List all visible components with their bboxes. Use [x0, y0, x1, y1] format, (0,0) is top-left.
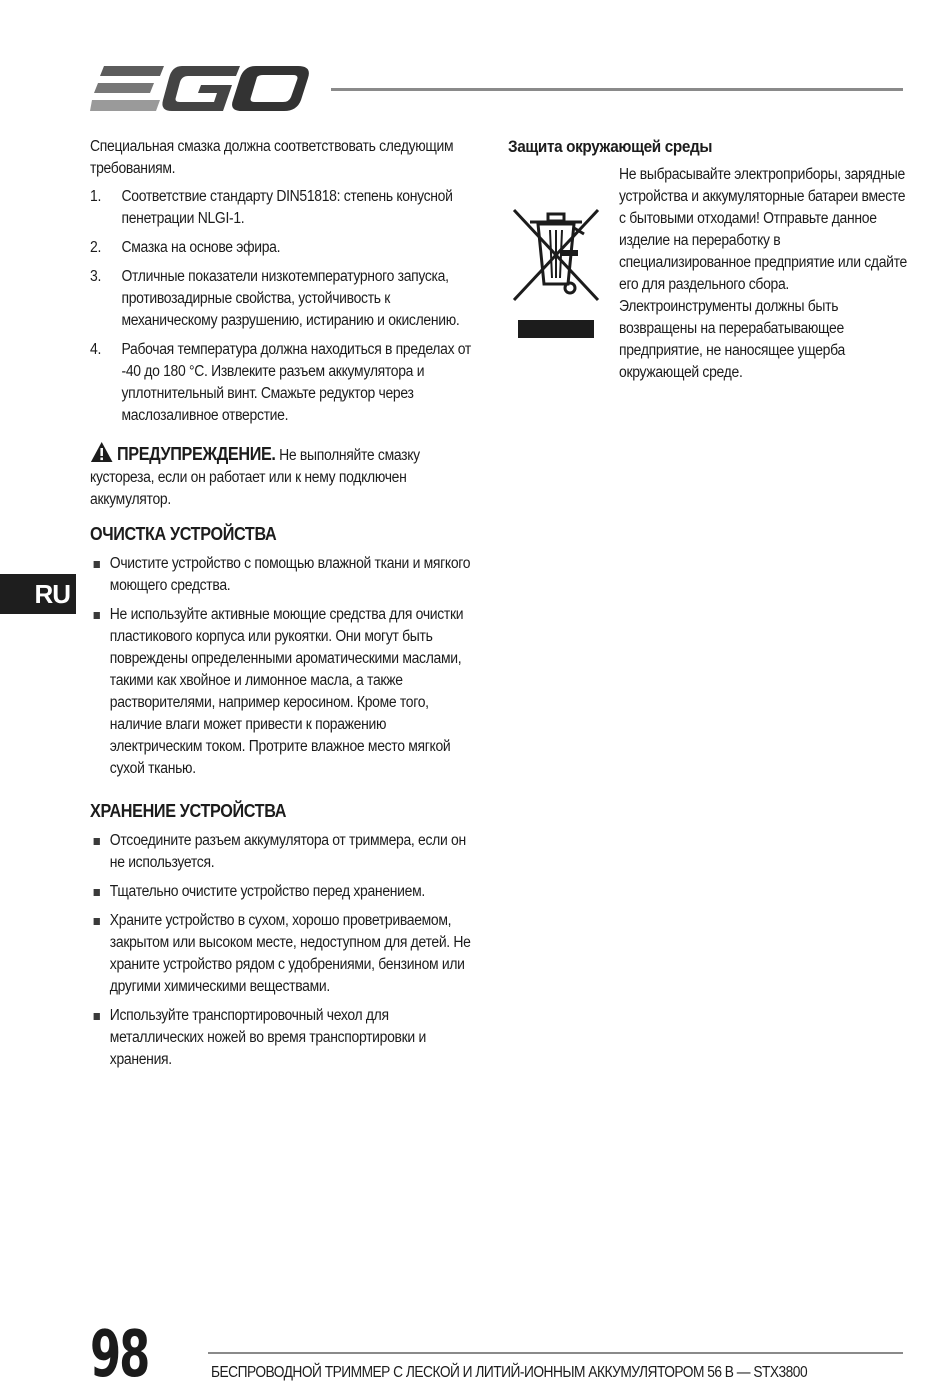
language-tab: RU	[0, 574, 76, 614]
list-item	[90, 237, 482, 259]
warning-title: ПРЕДУПРЕЖДЕНИЕ.	[117, 444, 276, 464]
warning-text: Не выполняйте смазку кустореза, если он работает или к нему подключен аккумулятор.	[90, 447, 420, 508]
cleaning-heading: ОЧИСТКА УСТРОЙСТВА	[90, 524, 277, 544]
item-text: Храните устройство в сухом, хорошо проветриваемом, закрытом или высоком месте, недоступном для детей. Не храните устройство рядом с удобрениями, бензином или другими химическими веществами.	[109, 912, 471, 995]
list-item	[90, 910, 482, 998]
footer-rule	[208, 1352, 903, 1354]
warning-paragraph	[90, 441, 482, 511]
storage-list	[90, 830, 482, 1071]
item-text: Тщательно очистите устройство перед хранением.	[109, 883, 425, 900]
lubrication-section	[90, 136, 482, 1071]
bullet-square-icon	[94, 561, 100, 568]
list-item	[90, 186, 482, 230]
list-item	[90, 881, 482, 903]
item-text: Отсоедините разъем аккумулятора от триммера, если он не используется.	[109, 832, 466, 871]
list-item	[90, 266, 482, 332]
environment-heading: Защита окружающей среды	[508, 137, 713, 156]
list-item	[90, 830, 482, 874]
environment-text-wrapper	[619, 164, 909, 384]
item-number: 4.	[90, 341, 102, 358]
item-text: Отличные показатели низкотемпературного запуска, противозадирные свойства, устойчивость к механическому разрушению, истиранию и окислению.	[121, 268, 460, 329]
cleaning-list	[90, 553, 482, 780]
bullet-square-icon	[94, 612, 100, 619]
list-item	[90, 604, 482, 780]
item-text: Смазка на основе эфира.	[121, 239, 281, 256]
item-text: Не используйте активные моющие средства для очистки пластикового корпуса или рукоятки. Они могут быть повреждены определенными ароматическими маслами, такими как хвойное и лимонное масла, а также растворителями, например керосином. Кроме того, наличие влаги может привести к поражению электрическим током. Протрите влажное место мягкой сухой тканью.	[109, 606, 464, 777]
item-text: Очистите устройство с помощью влажной ткани и мягкого моющего средства.	[109, 555, 471, 594]
right-column	[508, 136, 908, 384]
header-rule	[331, 88, 903, 91]
item-number: 1.	[90, 188, 102, 205]
bullet-square-icon	[94, 889, 100, 896]
list-item	[90, 1005, 482, 1071]
item-text: Соответствие стандарту DIN51818: степень конусной пенетрации NLGI-1.	[121, 188, 453, 227]
bullet-square-icon	[94, 1013, 100, 1020]
bullet-square-icon	[94, 918, 100, 925]
environment-block	[508, 164, 908, 384]
ego-logo	[90, 64, 310, 114]
item-text: Используйте транспортировочный чехол для металлических ножей во время транспортировки и хранения.	[109, 1007, 426, 1068]
environment-section	[508, 136, 908, 384]
list-item	[90, 339, 482, 427]
left-column	[90, 136, 482, 1078]
bullet-square-icon	[94, 838, 100, 845]
environment-text: Не выбрасывайте электроприборы, зарядные устройства и аккумуляторные батареи вместе с бытовыми отходами! Отправьте данное изделие на переработку в специализированное предприятие или сдайте его для раздельного сбора. Электроинструменты должны быть возвращены на перерабатывающее предприятие, не наносящее ущерба окружающей среде.	[619, 166, 907, 381]
item-text: Рабочая температура должна находиться в пределах от -40 до 180 °C. Извлеките разъем аккумулятора и уплотнительный винт. Смажьте редуктор через маслозаливное отверстие.	[121, 341, 472, 424]
lubrication-intro: Специальная смазка должна соответствовать следующим требованиям.	[90, 138, 454, 177]
warning-triangle-icon	[90, 441, 113, 463]
lubrication-requirements-list	[90, 186, 482, 427]
crossed-out-wheelie-bin-icon	[508, 200, 604, 340]
page-number: 98	[90, 1318, 149, 1392]
item-number: 3.	[90, 268, 102, 285]
item-number: 2.	[90, 239, 102, 256]
storage-heading: ХРАНЕНИЕ УСТРОЙСТВА	[90, 801, 287, 821]
list-item	[90, 553, 482, 597]
footer-title: БЕСПРОВОДНОЙ ТРИММЕР С ЛЕСКОЙ И ЛИТИЙ-ИОННЫМ АККУМУЛЯТОРОМ 56 В — STX3800	[211, 1364, 808, 1381]
